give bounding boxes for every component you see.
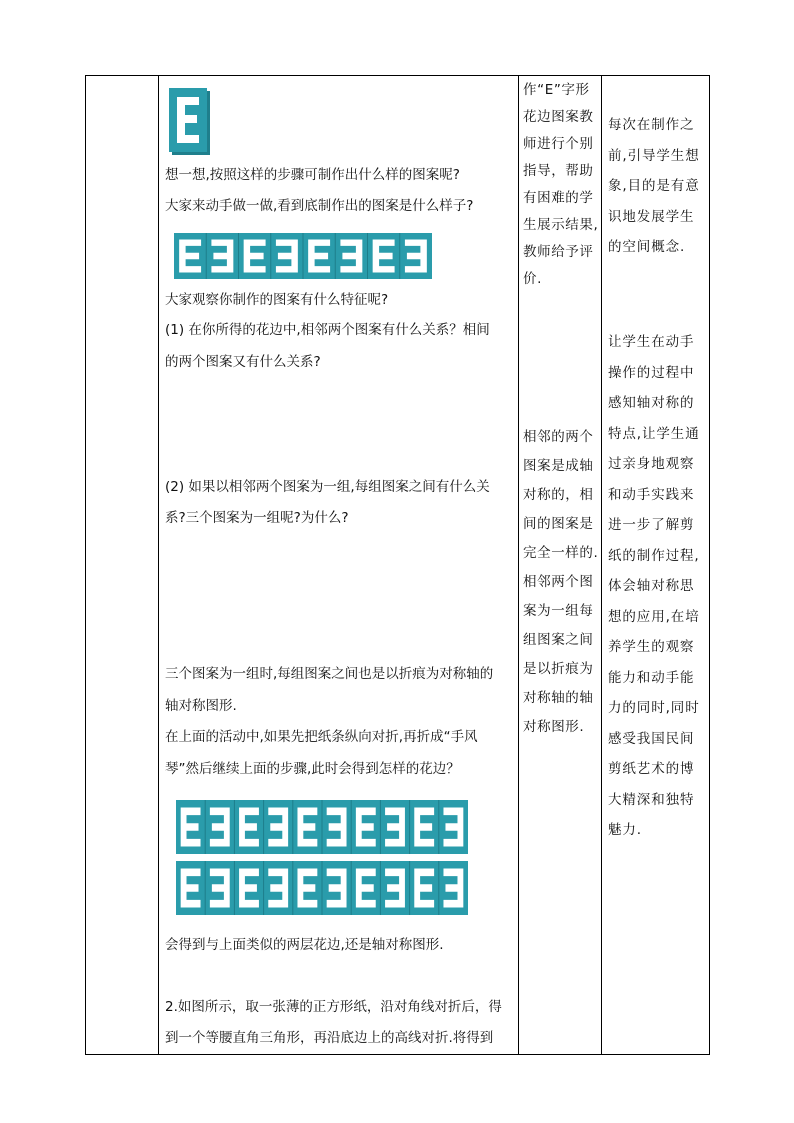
e-shape xyxy=(244,239,266,272)
e-shape xyxy=(179,239,201,272)
text-line: 间的图案是 xyxy=(523,516,594,532)
text-line: 体会轴对称思 xyxy=(608,578,695,594)
text-line: 特点,让学生通 xyxy=(608,425,700,442)
e-shape xyxy=(297,808,317,847)
text-line: 作“E”字形 xyxy=(523,82,590,98)
e-shape xyxy=(181,869,201,908)
text-line: 组图案之间 xyxy=(523,632,594,648)
text-line: 系?三个图案为一组呢?为什么? xyxy=(165,510,349,526)
mirrored-e-shape xyxy=(327,808,347,847)
text-line: 案为一组每 xyxy=(523,603,594,619)
mirrored-e-shape xyxy=(443,808,463,847)
e-shape xyxy=(181,808,201,847)
column-divider xyxy=(158,76,159,1054)
text-line: 剪纸艺术的博 xyxy=(608,761,695,777)
text-line: 有困难的学 xyxy=(523,190,594,206)
design-intent-block xyxy=(608,327,700,846)
mirrored-e-shape xyxy=(276,239,298,272)
text-line: 力的同时,同时 xyxy=(608,700,700,716)
text-line: 是以折痕为 xyxy=(523,661,594,677)
teacher-activity-block xyxy=(523,77,598,293)
text-line: 前,引导学生想 xyxy=(608,147,700,164)
text-line: 图案是成轴 xyxy=(523,458,594,474)
text-line: 对称的，相 xyxy=(523,487,594,503)
e-shape xyxy=(414,869,434,908)
mirrored-e-shape xyxy=(210,808,230,847)
text-line: 操作的过程中 xyxy=(608,364,695,381)
pattern-row xyxy=(174,233,432,279)
text-line: 轴对称图形. xyxy=(165,698,237,714)
border-pattern-one-row xyxy=(174,233,432,279)
text-line: 大精深和独特 xyxy=(608,791,695,808)
text-line: 对称轴的轴 xyxy=(523,690,594,706)
text-line: 魅力. xyxy=(608,822,642,838)
text-line: 的空间概念. xyxy=(608,239,686,255)
text-line: 进一步了解剪 xyxy=(608,517,695,533)
mirrored-e-shape xyxy=(210,869,230,908)
text-line: 相邻的两个 xyxy=(523,429,594,445)
mirrored-e-shape xyxy=(268,869,288,908)
e-shape xyxy=(356,808,376,847)
text-line: 能力和动手能 xyxy=(608,669,695,686)
e-shape xyxy=(239,808,259,847)
text-line: 教师给予评 xyxy=(523,244,594,260)
text-line: (1) 在你所得的花边中,相邻两个图案有什么关系？相间 xyxy=(165,322,490,338)
border-pattern-two-rows xyxy=(176,800,468,916)
mirrored-e-shape xyxy=(340,239,362,272)
text-line: 花边图案教 xyxy=(523,109,594,125)
text-line: 到一个等腰直角三角形，再沿底边上的高线对折.将得到 xyxy=(165,1030,494,1046)
e-shape xyxy=(356,869,376,908)
mirrored-e-shape xyxy=(385,808,405,847)
text-line: 的两个图案又有什么关系? xyxy=(165,354,321,370)
text-line: 琴”然后继续上面的步骤,此时会得到怎样的花边？ xyxy=(165,761,460,777)
mirrored-e-shape xyxy=(385,869,405,908)
text-line: 大家来动手做一做,看到底制作出的图案是什么样子? xyxy=(165,198,474,214)
text-line: 和动手实践来 xyxy=(608,486,695,503)
e-shape xyxy=(297,869,317,908)
text-line: 2.如图所示，取一张薄的正方形纸，沿对角线对折后，得 xyxy=(165,999,502,1015)
mirrored-e-shape xyxy=(268,808,288,847)
text-line: 感受我国民间 xyxy=(608,730,695,747)
mirrored-e-shape xyxy=(405,239,427,272)
text-line: 想一想,按照这样的步骤可制作出什么样的图案呢? xyxy=(165,167,460,183)
text-line: 完全一样的. xyxy=(523,545,599,561)
text-line: 三个图案为一组时,每组图案之间也是以折痕为对称轴的 xyxy=(165,666,494,682)
text-line: 象,目的是有意 xyxy=(608,178,700,194)
text-line: 会得到与上面类似的两层花边,还是轴对称图形. xyxy=(165,937,444,953)
text-line: 价. xyxy=(523,271,542,287)
text-line: 大家观察你制作的图案有什么特征呢? xyxy=(165,292,389,308)
e-shape xyxy=(373,239,395,272)
teacher-activity-block xyxy=(523,423,598,742)
e-shape-figure xyxy=(169,88,211,156)
mirrored-e-shape xyxy=(443,869,463,908)
column-divider xyxy=(601,76,602,1054)
pattern-row xyxy=(176,800,468,854)
text-line: (2) 如果以相邻两个图案为一组,每组图案之间有什么关 xyxy=(165,479,490,495)
text-line: 每次在制作之 xyxy=(608,117,695,133)
text-line: 识地发展学生 xyxy=(608,208,695,225)
text-line: 感知轴对称的 xyxy=(608,395,695,411)
text-line: 过亲身地观察 xyxy=(608,456,695,472)
text-line: 养学生的观察 xyxy=(608,639,695,655)
pattern-row xyxy=(176,861,468,915)
text-line: 想的应用,在培 xyxy=(608,608,700,625)
text-line: 师进行个别 xyxy=(523,136,594,152)
design-intent-block xyxy=(608,110,700,263)
text-line: 让学生在动手 xyxy=(608,334,695,350)
mirrored-e-shape xyxy=(327,869,347,908)
e-shape xyxy=(414,808,434,847)
text-line: 对称图形. xyxy=(523,719,585,735)
text-line: 在上面的活动中,如果先把纸条纵向对折,再折成“手风 xyxy=(165,729,478,745)
mirrored-e-shape xyxy=(211,239,233,272)
text-line: 纸的制作过程, xyxy=(608,547,700,564)
column-divider xyxy=(518,76,519,1054)
text-line: 生展示结果, xyxy=(523,217,599,233)
text-line: 相邻两个图 xyxy=(523,574,594,590)
e-shape xyxy=(308,239,330,272)
e-shape xyxy=(239,869,259,908)
text-line: 指导，帮助 xyxy=(523,163,594,179)
